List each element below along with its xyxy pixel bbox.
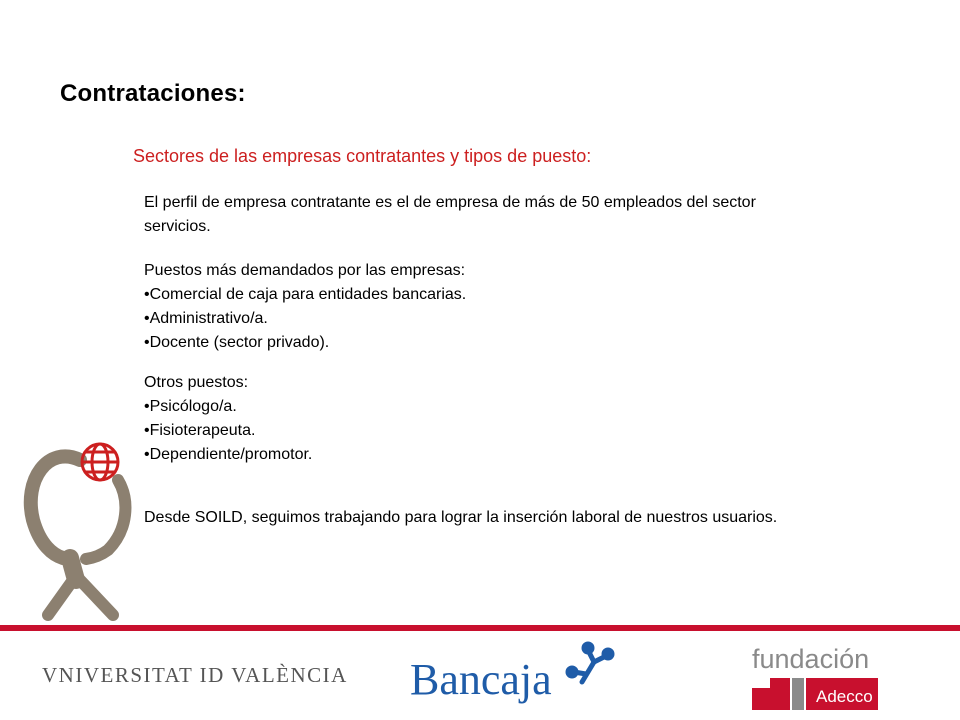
bancaja-logo — [410, 642, 620, 711]
profile-line-1: El perfil de empresa contratante es el de empresa de más de 50 empleados del sector — [144, 194, 756, 211]
demanded-heading: Puestos más demandados por las empresas: — [144, 262, 466, 279]
profile-line-2: servicios. — [144, 218, 211, 235]
demanded-item: •Docente (sector privado). — [144, 334, 330, 351]
demanded-item: •Comercial de caja para entidades bancarias. — [144, 286, 467, 303]
slide-subtitle: Sectores de las empresas contratantes y tipos de puesto: — [133, 146, 592, 166]
footer-divider — [0, 625, 960, 631]
demanded-positions-block — [144, 259, 904, 355]
fundacion-adecco-logo — [752, 644, 882, 717]
others-item: •Psicólogo/a. — [144, 398, 237, 415]
uv-logo-text: VNIVERSITAT ID VALÈNCIA — [42, 663, 348, 687]
fundacion-text: fundación — [752, 644, 870, 674]
demanded-item: •Administrativo/a. — [144, 310, 268, 327]
other-positions-block — [144, 371, 904, 467]
bancaja-tree-icon — [568, 644, 612, 682]
slide-title: Contrataciones: — [60, 80, 246, 107]
company-profile-paragraph — [144, 191, 904, 239]
universitat-valencia-logo — [42, 660, 348, 695]
closing-statement: Desde SOILD, seguimos trabajando para lograr la inserción laboral de nuestros usuarios. — [144, 509, 778, 526]
others-heading: Otros puestos: — [144, 374, 249, 391]
others-item: •Dependiente/promotor. — [144, 446, 313, 463]
others-item: •Fisioterapeuta. — [144, 422, 256, 439]
bancaja-logo-text: Bancaja — [410, 655, 552, 704]
person-holding-globe-icon — [18, 440, 148, 630]
adecco-text: Adecco — [816, 687, 873, 706]
